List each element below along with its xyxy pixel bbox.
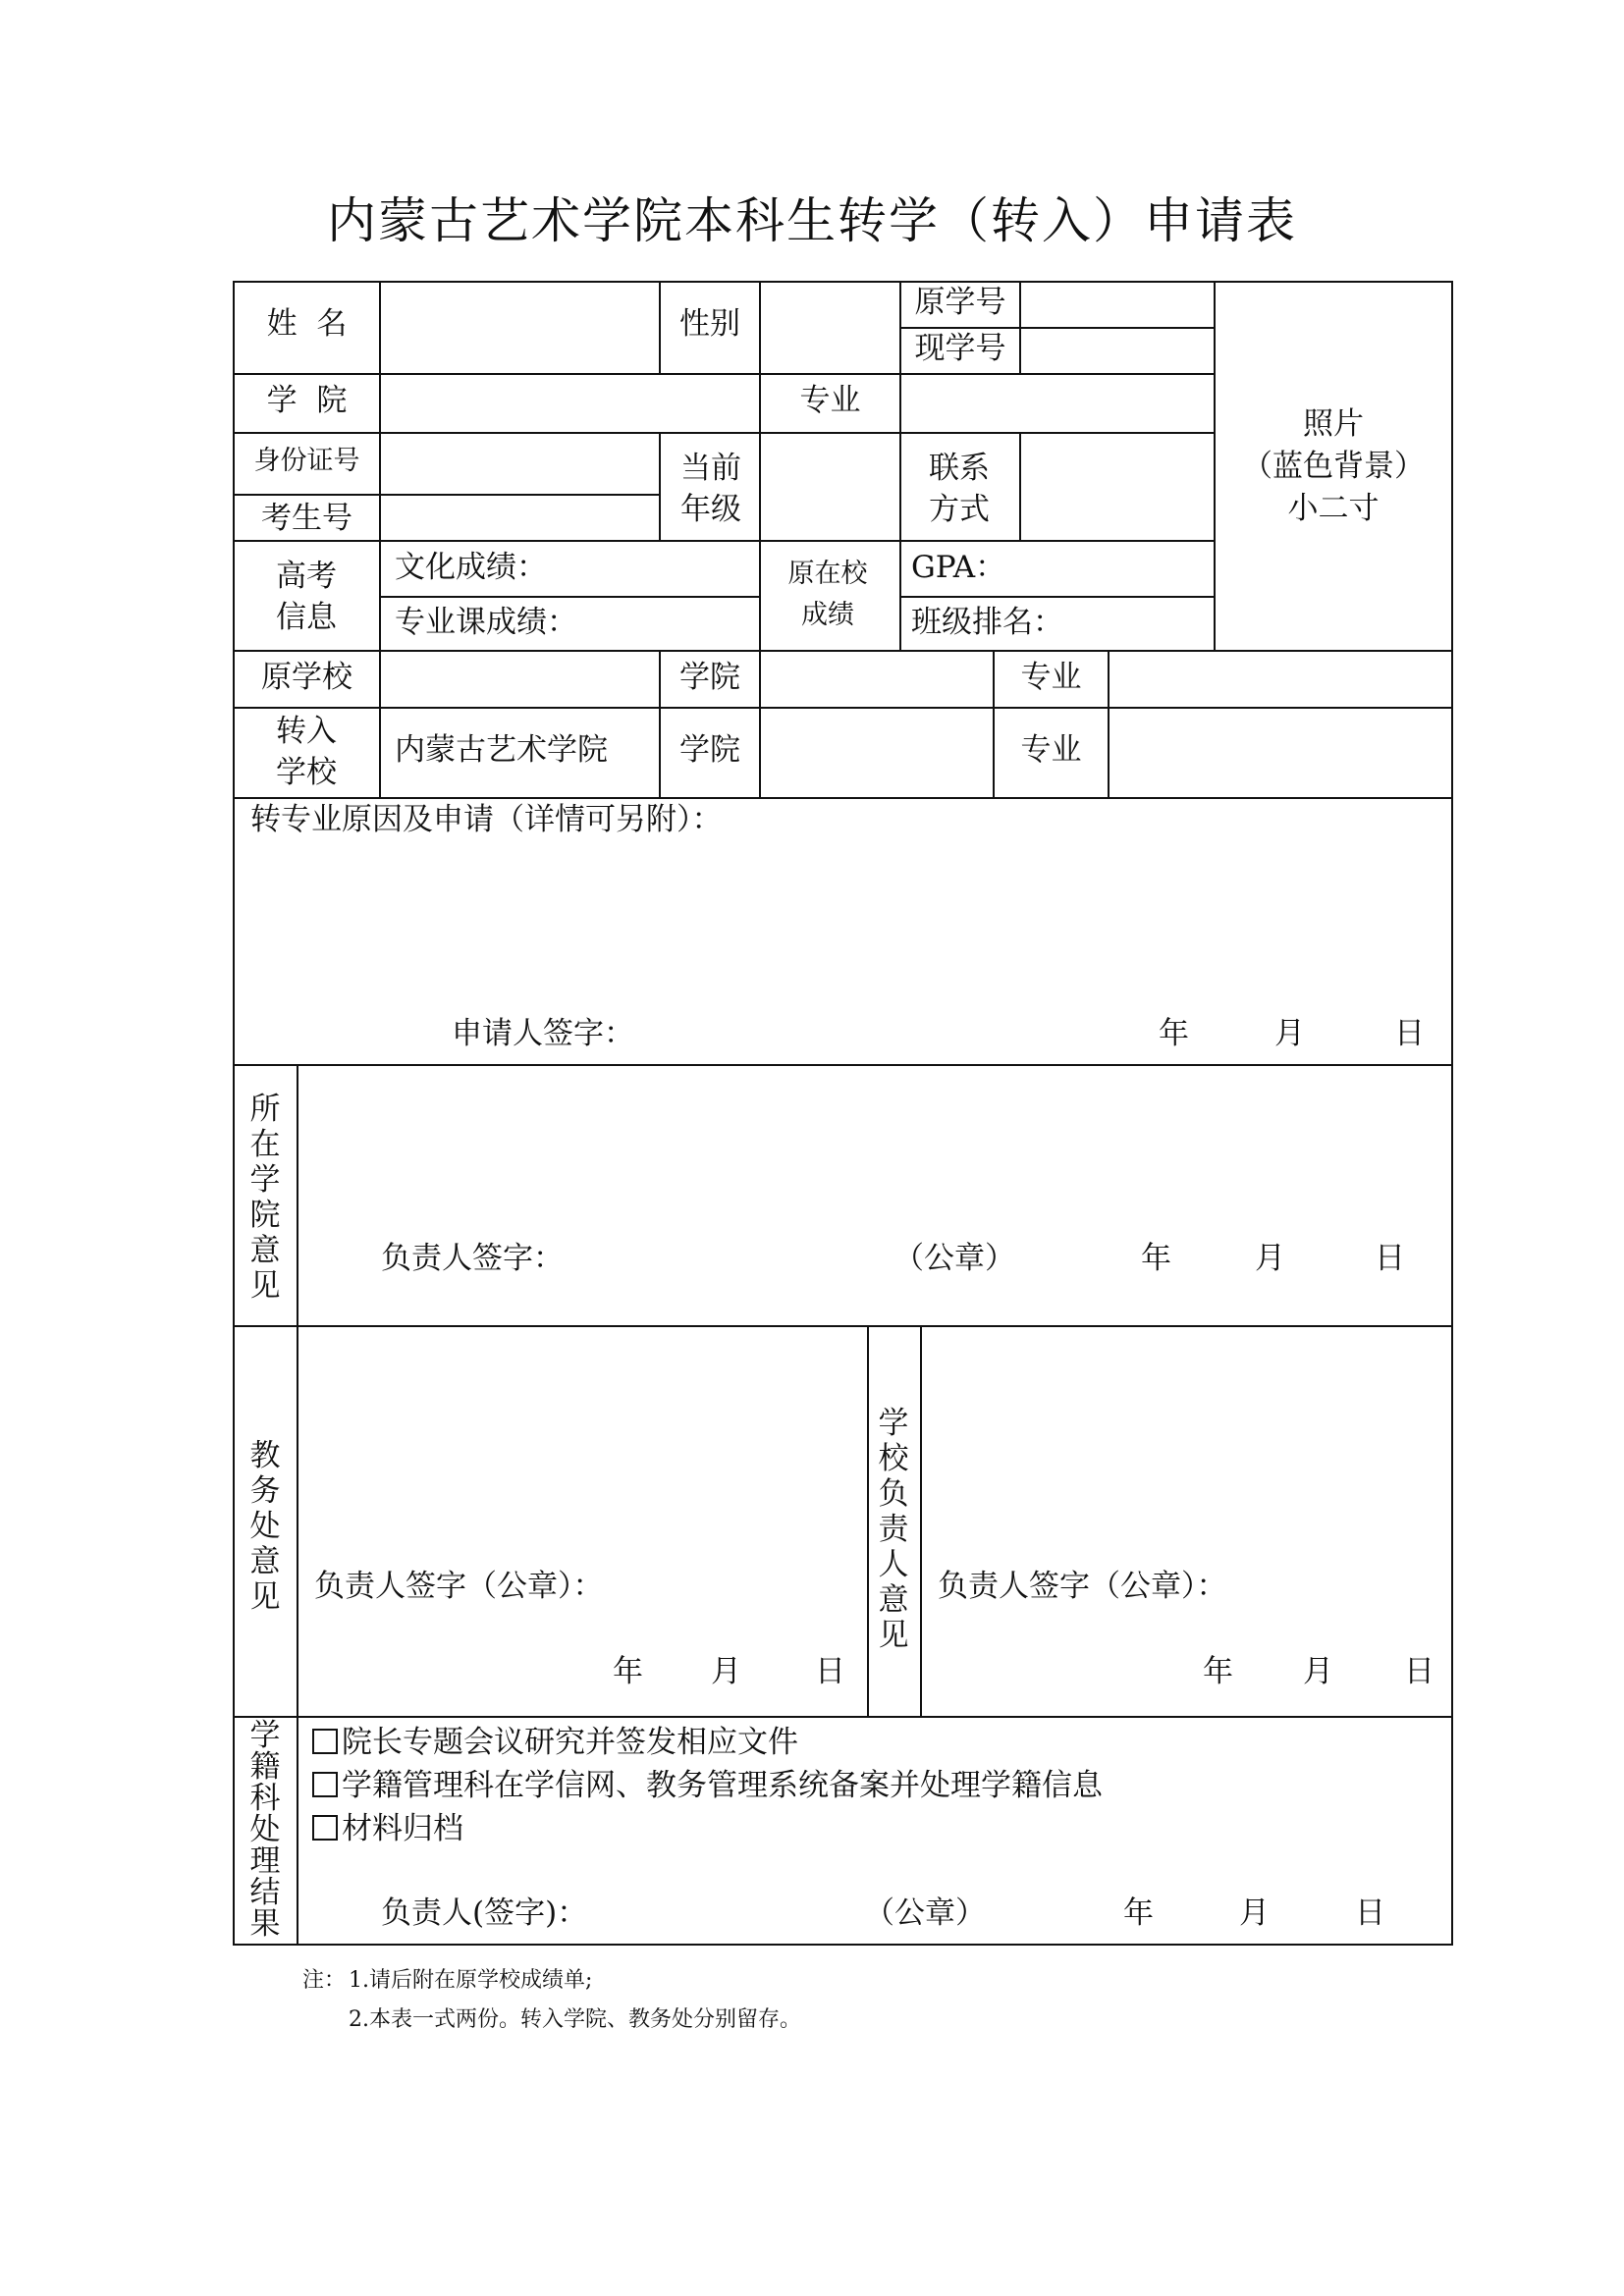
registry-item-label: 学籍管理科在学信网、教务管理系统备案并处理学籍信息 [342,1768,1103,1803]
academic-affairs-day: 日 [815,1654,845,1689]
college-day: 日 [1375,1241,1405,1276]
culture-score-label: 文化成绩： [395,550,547,585]
cell-divider [381,596,761,598]
registry-month: 月 [1239,1896,1270,1931]
applicant-signature-label: 申请人签字： [452,1016,634,1051]
college-seal: （公章） [893,1241,1015,1276]
col-divider [1108,650,1110,799]
registry-checkbox[interactable] [312,1729,338,1754]
registry-item[interactable] [312,1809,463,1850]
orig-school-label: 原学校 [261,660,352,695]
col-divider [759,650,761,799]
registry-item-label: 院长专题会议研究并签发相应文件 [342,1725,798,1760]
school-leader-month: 月 [1303,1654,1333,1689]
academic-affairs-signature-label: 负责人签字（公章）： [314,1569,604,1604]
id-card-label: 身份证号 [253,446,360,476]
notes-prefix: 注： [302,1968,347,1993]
col-divider [379,432,381,542]
registry-seal: （公章） [864,1896,986,1931]
col-divider [659,432,661,542]
row-divider [233,1716,1453,1718]
table-border-bottom [233,1944,1453,1946]
registry-item[interactable] [312,1766,1103,1807]
gender-label: 性别 [679,306,740,342]
col-divider [759,540,761,652]
reason-month: 月 [1274,1016,1305,1051]
contact-label: 联系方式 [929,451,990,527]
gpa-label: GPA： [911,550,1006,585]
orig-college-label: 学院 [679,660,740,695]
photo-label: 照片 [1303,406,1364,442]
col-divider [899,373,901,434]
registry-signature-label: 负责人(签字)： [381,1896,588,1931]
college-label: 学 院 [266,383,348,418]
row-divider [233,1064,1453,1066]
col-divider [920,1325,922,1718]
orig-school-grades-label: 原在校成绩 [787,559,868,630]
row-divider [233,1325,1453,1327]
school-leader-signature-label: 负责人签字（公章）： [938,1569,1227,1604]
exam-no-label: 考生号 [261,501,352,536]
target-college-label: 学院 [679,732,740,768]
academic-affairs-year: 年 [613,1654,643,1689]
college-year: 年 [1141,1241,1171,1276]
name-label: 姓 名 [266,306,348,342]
photo-bg-label: （蓝色背景） [1242,449,1425,484]
note-1: 1.请后附在原学校成绩单; [349,1968,593,1993]
col-divider [379,373,381,434]
orig-student-id-label: 原学号 [914,285,1006,320]
college-opinion-label: 所在学院意见 [249,1092,281,1304]
col-divider [1019,432,1021,542]
col-divider [759,432,761,542]
school-leader-year: 年 [1203,1654,1233,1689]
row-divider [233,707,1453,709]
school-leader-label: 学校负责人意见 [878,1406,909,1653]
registry-checkbox[interactable] [312,1815,338,1841]
academic-affairs-label: 教务处意见 [249,1438,281,1615]
table-border-right [1451,281,1453,1946]
col-divider [379,540,381,652]
registry-item-label: 材料归档 [342,1811,463,1846]
note-2: 2.本表一式两份。转入学院、教务处分别留存。 [349,2007,801,2032]
class-rank-label: 班级排名： [911,605,1063,640]
col-divider [899,432,901,542]
col-divider [867,1325,869,1718]
specialty-score-label: 专业课成绩： [395,605,577,640]
target-school-label: 转入学校 [276,714,337,790]
col-divider [297,1064,298,1944]
col-divider [759,281,761,375]
curr-student-id-label: 现学号 [914,331,1006,366]
registry-item[interactable] [312,1723,798,1764]
college-signature-label: 负责人签字： [381,1241,564,1276]
gaokao-label: 高考信息 [276,559,337,635]
form-title: 内蒙古艺术学院本科生转学（转入）申请表 [327,192,1297,249]
photo-size-label: 小二寸 [1287,491,1380,526]
col-divider [899,540,901,652]
row-divider [233,797,1453,799]
col-divider [379,281,381,375]
registry-day: 日 [1355,1896,1385,1931]
orig-major-label: 专业 [1020,660,1082,695]
reason-day: 日 [1394,1016,1425,1051]
academic-affairs-month: 月 [711,1654,741,1689]
target-school-name: 内蒙古艺术学院 [395,732,608,768]
row-divider [233,650,1453,652]
major-label: 专业 [799,383,861,418]
cell-divider [233,494,661,496]
col-divider [379,650,381,799]
reason-year: 年 [1159,1016,1189,1051]
current-grade-label: 当前年级 [680,451,741,527]
target-major-label: 专业 [1020,732,1082,768]
col-divider [1019,281,1021,375]
school-leader-day: 日 [1404,1654,1435,1689]
registry-label: 学籍科处理结果 [249,1718,281,1942]
cell-divider [899,596,1216,598]
table-border-top [233,281,1453,283]
registry-year: 年 [1123,1896,1154,1931]
college-month: 月 [1255,1241,1285,1276]
registry-checkbox[interactable] [312,1772,338,1797]
reason-label: 转专业原因及申请（详情可另附）： [250,802,723,837]
